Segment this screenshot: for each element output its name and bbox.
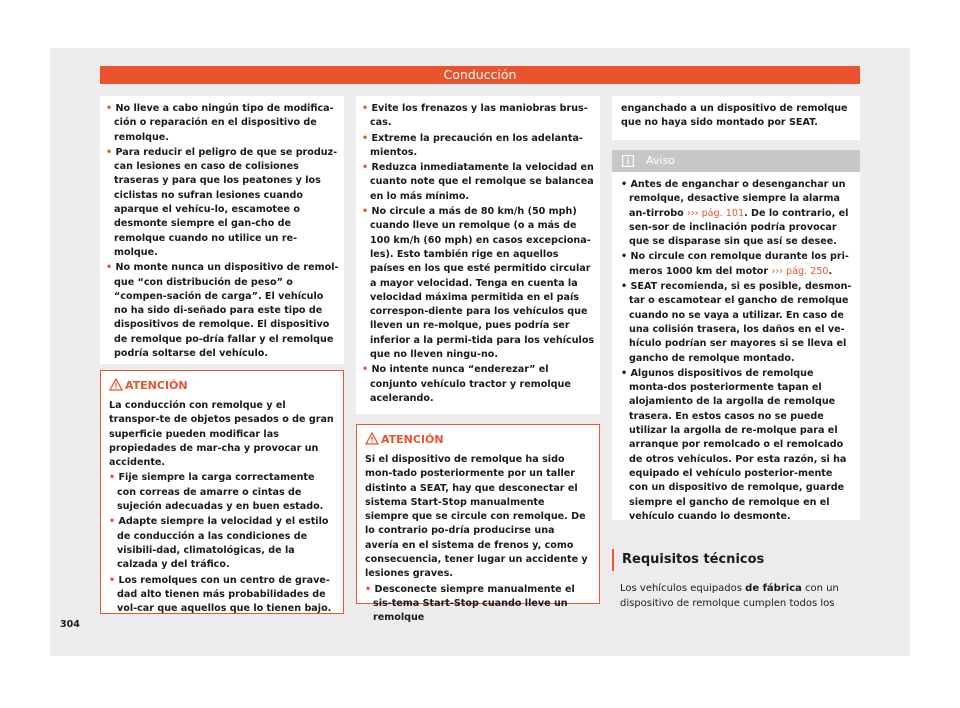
page-link[interactable]: ››› pág. 250 <box>771 265 829 277</box>
list-item: • Evite los frenazos y las maniobras brus-cas. <box>362 103 588 129</box>
aviso-heading: Aviso <box>612 150 860 172</box>
list-item: • No monte nunca un dispositivo de remol-que “con distribución de peso” o “compen-sación de carga”. El vehículo no ha sido di-señado para este tipo de dispositivos de remolque. El dispositivo de remolque po-dría fallar y el remolque podría soltarse del vehículo. <box>106 262 339 360</box>
column-2-text <box>362 102 596 407</box>
list-item: • Extreme la precaución en los adelanta-mientos. <box>362 132 583 158</box>
warning-box-2 <box>356 424 600 624</box>
section-heading: Requisitos técnicos <box>622 552 765 567</box>
warning-heading: ATENCIÓN <box>357 425 599 447</box>
list-item: • Los remolques con un centro de grave-dad alto tienen más probabilidades de vol-car que aquellos que lo tienen bajo. <box>109 574 332 615</box>
list-item: • Desconecte siempre manualmente el sis-tema Start-Stop cuando lleve un remolque <box>365 583 575 624</box>
body-paragraph: Los vehículos equipados de fábrica con un dispositivo de remolque cumplen todos los <box>620 583 839 609</box>
aviso-box <box>612 150 860 520</box>
list-item: • Reduzca inmediatamente la velocidad en cuanto note que el remolque se balancea en lo más mínimo. <box>362 162 594 202</box>
warning-intro: Si el dispositivo de remolque ha sido mon-tado posteriormente por un taller distinto a SEAT, hay que desconectar el sistema Start-Stop manualmente siempre que se circule con remolque. De lo contrario po-dría producirse una avería en el sistema de frenos y, como consecuencia, tener lugar un accidente y lesiones graves. <box>365 454 588 580</box>
list-item: • Para reducir el peligro de que se produz-can lesiones en caso de colisiones traseras y para que los peatones y los ciclistas no sufran lesiones cuando aparque el vehícu-lo, escamotee o desmonte siempre el gan-cho de remolque cuando no utilice un re-molque. <box>106 146 338 258</box>
list-item: • Algunos dispositivos de remolque monta-dos posteriormente tapan el alojamiento de la argolla de remolque trasera. En estos casos no se puede utilizar la argolla de re-molque para el arranque por remolcado o el remolcado de otros vehículos. Por esta razón, si ha equipado el vehículo posterior-mente con un dispositivo de remolque, guarde siempre el gancho de remolque en el vehículo cuando lo desmonte. <box>621 367 847 522</box>
list-item: • No lleve a cabo ningún tipo de modifica-ción o reparación en el dispositivo de remolque. <box>106 103 334 143</box>
warning-intro: La conducción con remolque y el transpor-te de objetos pesados o de gran superficie pueden modificar las propiedades de mar-cha y provocar un accidente. <box>109 400 334 469</box>
list-item: • Antes de enganchar o desenganchar un remolque, desactive siempre la alarma an-tirrobo ››› pág. 101. De lo contrario, el sen-sor de inclinación podría provocar que se disparase sin que así se desee. <box>621 179 849 248</box>
list-item: • No circule con remolque durante los pri-meros 1000 km del motor ››› pág. 250. <box>621 251 849 277</box>
column-3-cont: enganchado a un dispositivo de remolque que no haya sido montado por SEAT. <box>621 103 848 129</box>
heading-accent-bar <box>612 549 614 571</box>
list-item: • No intente nunca “enderezar” el conjunto vehículo tractor y remolque acelerando. <box>362 364 571 404</box>
list-item: • No circule a más de 80 km/h (50 mph) cuando lleve un remolque (o a más de 100 km/h (60 mph) en casos excepciona-les). Esto también rige en aquellos países en los que esté permitido circular a mayor velocidad. Tenga en cuenta la velocidad máxima permitida en el país correspon-diente para los vehículos que lleven un re-molque, pues podría ser inferior a la permi-tida para los vehículos que no lleven ningu-no. <box>362 206 595 361</box>
info-icon <box>622 155 634 167</box>
list-item: • SEAT recomienda, si es posible, desmon-tar o escamotear el gancho de remolque cuando no se vaya a utilizar. En caso de una colisión trasera, los daños en el ve-hículo podrían ser mayores si se lleva el gancho de remolque montado. <box>621 281 852 364</box>
page-number: 304 <box>60 619 80 630</box>
warning-box-1 <box>100 370 344 614</box>
section-header: Conducción <box>100 66 860 84</box>
warning-heading: ATENCIÓN <box>101 371 343 393</box>
list-item: • Fije siempre la carga correctamente con correas de amarre o cintas de sujeción adecuadas y en buen estado. <box>109 472 324 513</box>
warning-triangle-icon <box>109 378 123 391</box>
list-item: • Adapte siempre la velocidad y el estilo de conducción a las condiciones de visibili-dad, climatológicas, de la calzada y del tráfico. <box>109 516 329 571</box>
page-link[interactable]: ››› pág. 101 <box>687 207 745 219</box>
column-1-text <box>106 102 340 362</box>
warning-triangle-icon <box>365 432 379 445</box>
